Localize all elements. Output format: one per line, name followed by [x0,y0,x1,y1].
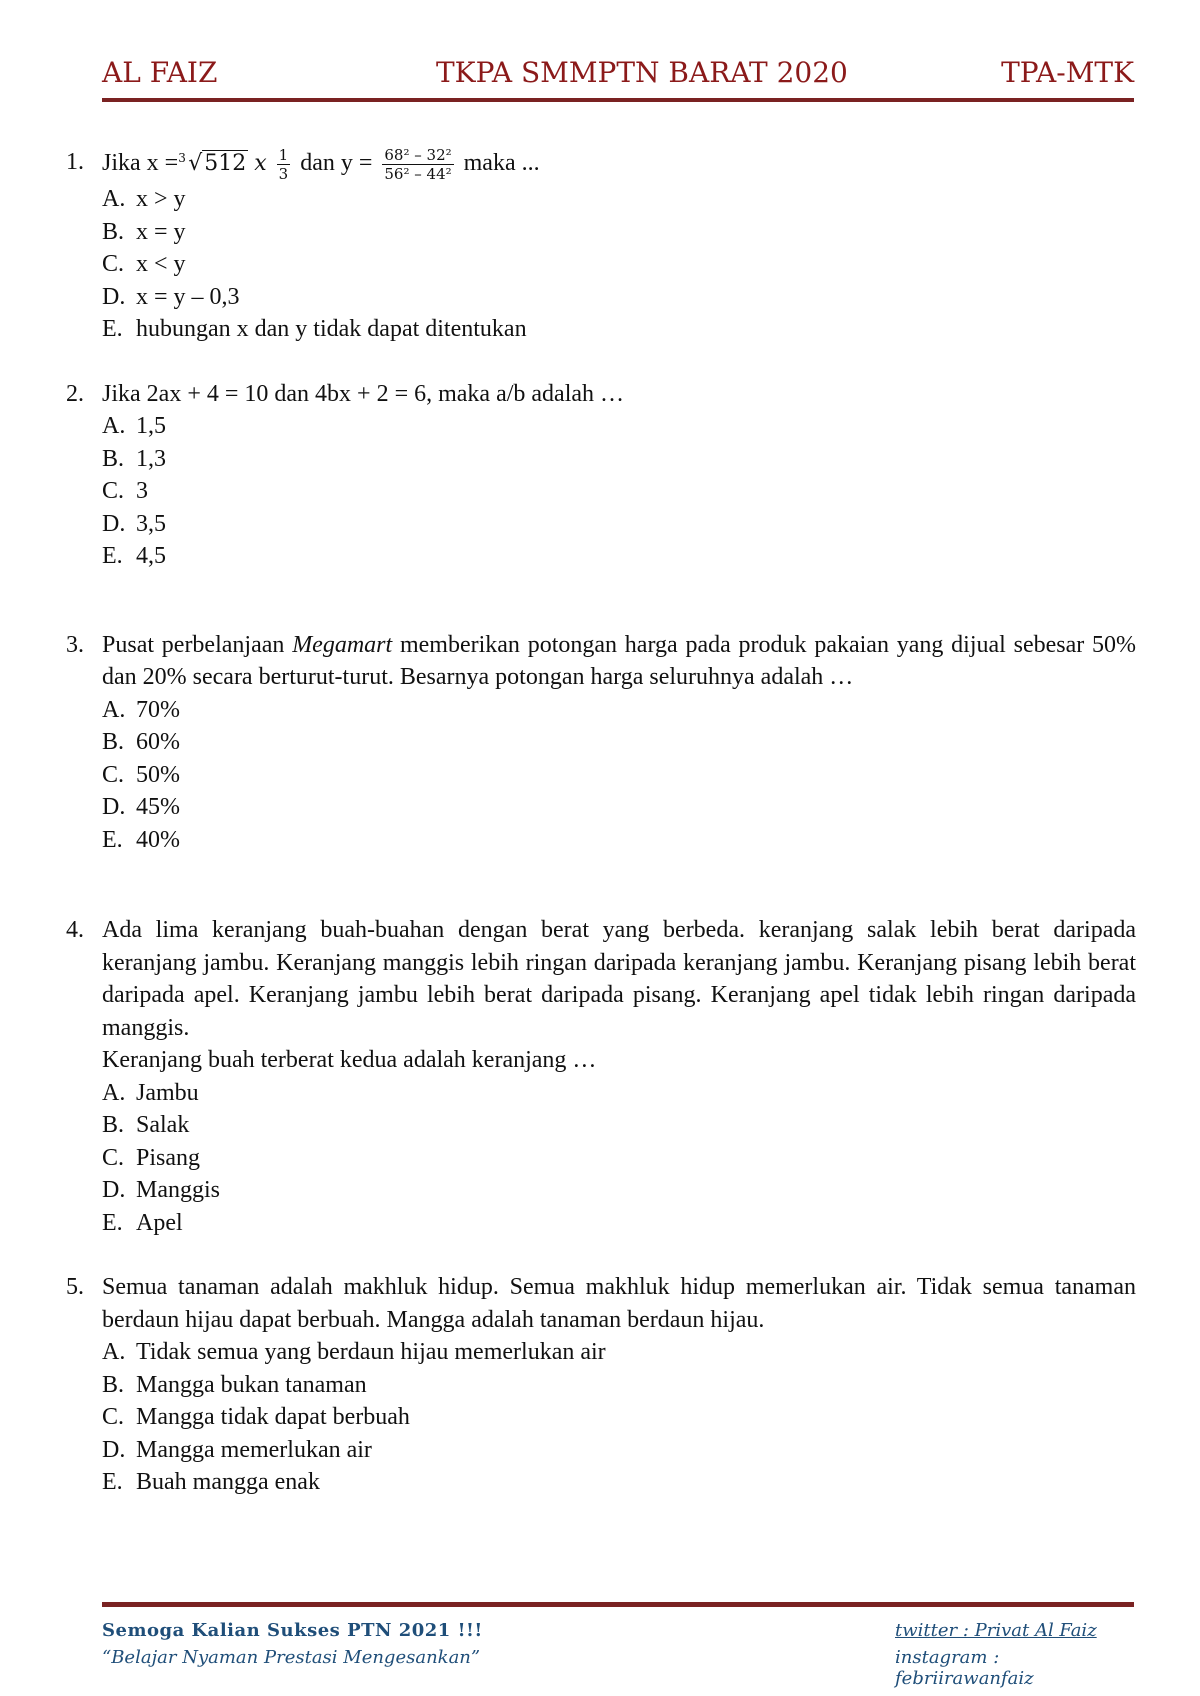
option-b[interactable] [102,216,1134,249]
question-list [66,146,1137,1499]
option-text: x > y [136,186,186,212]
option-text: 3,5 [136,510,166,537]
option-text: 1,5 [136,413,166,439]
option-text: Tidak semua yang berdaun hijau memerlukan air [136,1339,606,1365]
option-b[interactable] [102,1109,1134,1142]
option-a[interactable] [102,1077,1134,1110]
option-letter: D. [102,510,126,537]
option-text: x = y [136,218,186,245]
footer-right [895,1620,1134,1689]
option-text: x < y [136,251,186,277]
option-c[interactable] [102,475,1134,508]
option-text: Mangga memerlukan air [136,1436,372,1463]
option-e[interactable] [102,1466,1134,1499]
question-number: 4. [66,917,84,943]
option-letter: E. [102,543,123,569]
root-index: 3 [178,151,186,166]
option-text: 50% [136,761,180,788]
question-3 [66,629,1137,857]
stem-text-after: memberikan potongan harga pada produk pakaian yang dijual sebesar 50% dan 20% secara berturut-turut. Besarnya potongan harga seluruhnya adalah … [102,631,1137,690]
question-number: 1. [66,149,84,175]
option-text: 70% [136,696,180,723]
answer-options [66,1336,1134,1499]
option-letter: C. [102,1144,125,1171]
option-e[interactable] [102,824,1134,857]
option-a[interactable] [102,1336,1134,1369]
option-text: Mangga bukan tanaman [136,1371,367,1398]
option-text: 40% [136,826,180,853]
stem-question: Keranjang buah terberat kedua adalah keranjang … [102,1047,597,1073]
instagram-handle: instagram : febriirawanfaiz [895,1647,1034,1689]
option-e[interactable] [102,540,1134,573]
option-letter: C. [102,761,125,788]
option-d[interactable] [102,1434,1134,1467]
option-text: Manggis [136,1177,220,1203]
option-a[interactable] [102,694,1134,727]
footer-slogan: Semoga Kalian Sukses PTN 2021 !!! [102,1620,483,1641]
option-text: Jambu [136,1079,199,1106]
option-d[interactable] [102,1174,1134,1207]
option-c[interactable] [102,1142,1134,1175]
option-text: Buah mangga enak [136,1469,320,1495]
footer-left [102,1620,483,1668]
option-letter: A. [102,1079,126,1106]
header-divider [102,98,1134,102]
stem-middle: dan y = [300,150,373,177]
question-number: 2. [66,380,84,407]
option-text: Mangga tidak dapat berbuah [136,1404,410,1430]
option-letter: D. [102,794,126,820]
footer-tagline: “Belajar Nyaman Prestasi Mengesankan” [102,1647,481,1668]
option-letter: A. [102,1339,126,1365]
option-letter: C. [102,478,125,504]
option-letter: E. [102,316,123,342]
option-letter: D. [102,1436,126,1463]
option-letter: B. [102,729,125,755]
option-text: 1,3 [136,445,166,472]
option-b[interactable] [102,443,1134,476]
radicand: 512 [204,151,247,177]
option-letter: E. [102,826,123,853]
option-text: 45% [136,794,180,820]
option-letter: C. [102,251,125,277]
stem-passage: Ada lima keranjang buah-buahan dengan berat yang berbeda. keranjang salak lebih berat daripada keranjang jambu. Keranjang manggis lebih ringan daripada keranjang jambu. Keranjang pisang lebih berat daripada apel. Keranjang jambu lebih berat daripada pisang. Keranjang apel tidak lebih ringan daripada manggis. [102,917,1136,1041]
option-letter: B. [102,445,125,472]
option-text: 4,5 [136,543,166,569]
option-text: 3 [136,478,148,504]
stem-suffix: maka ... [463,150,540,177]
answer-options [66,1077,1134,1240]
twitter-link[interactable]: twitter : Privat Al Faiz [895,1620,1097,1641]
header-author: AL FAIZ [102,56,218,89]
option-text: hubungan x dan y tidak dapat ditentukan [136,316,527,342]
question-stem [102,914,1136,1077]
question-number: 5. [66,1274,84,1300]
option-letter: E. [102,1209,123,1236]
fraction-y [382,146,453,183]
fraction-one-third [277,146,291,183]
option-a[interactable] [102,183,1134,216]
question-2 [66,378,1134,573]
option-e[interactable] [102,1207,1134,1240]
option-letter: B. [102,1112,125,1138]
option-b[interactable] [102,726,1134,759]
option-a[interactable] [102,410,1134,443]
option-b[interactable] [102,1369,1134,1402]
fraction-numerator: 68² – 32² [384,146,452,164]
question-1 [66,146,1134,346]
question-stem [102,629,1136,694]
option-text: Salak [136,1112,190,1138]
option-e[interactable] [102,313,1134,346]
answer-options [66,694,1134,857]
option-letter: C. [102,1404,125,1430]
page-header [102,56,1134,96]
option-letter: D. [102,1177,126,1203]
question-stem: Jika 2ax + 4 = 10 dan 4bx + 2 = 6, maka a/b adalah … [102,380,625,407]
option-letter: A. [102,413,126,439]
option-letter: B. [102,218,125,245]
option-d[interactable] [102,508,1134,541]
option-d[interactable] [102,791,1134,824]
question-5 [66,1271,1134,1499]
question-stem [102,146,1136,183]
question-4 [66,914,1134,1239]
fraction-denominator: 56² – 44² [384,165,452,183]
option-text: x = y – 0,3 [136,283,240,310]
fraction-numerator: 1 [278,146,289,164]
footer-divider [102,1602,1134,1607]
question-stem: Semua tanaman adalah makhluk hidup. Semua makhluk hidup memerlukan air. Tidak semua tanaman berdaun hijau dapat berbuah. Mangga adalah tanaman berdaun hijau. [102,1274,1136,1333]
header-title: TKPA SMMPTN BARAT 2020 [436,56,848,89]
option-letter: A. [102,696,126,723]
option-letter: D. [102,283,126,310]
answer-options [66,410,1134,573]
store-name: Megamart [292,631,393,658]
option-d[interactable] [102,281,1134,314]
option-letter: A. [102,186,126,212]
header-subject: TPA-MTK [1001,56,1134,89]
option-c[interactable] [102,248,1134,281]
fraction-denominator: 3 [278,165,289,183]
option-text: Apel [136,1209,183,1236]
option-text: 60% [136,729,180,755]
stem-text-before: Pusat perbelanjaan [102,631,285,658]
option-text: Pisang [136,1144,201,1171]
cube-root-expression: 3 √512 [184,148,248,181]
stem-prefix: Jika x = [102,150,179,177]
option-c[interactable] [102,1401,1134,1434]
option-c[interactable] [102,759,1134,792]
answer-options [66,183,1134,346]
x-symbol: x [254,151,267,177]
option-letter: B. [102,1371,125,1398]
question-number: 3. [66,631,84,658]
option-letter: E. [102,1469,123,1495]
